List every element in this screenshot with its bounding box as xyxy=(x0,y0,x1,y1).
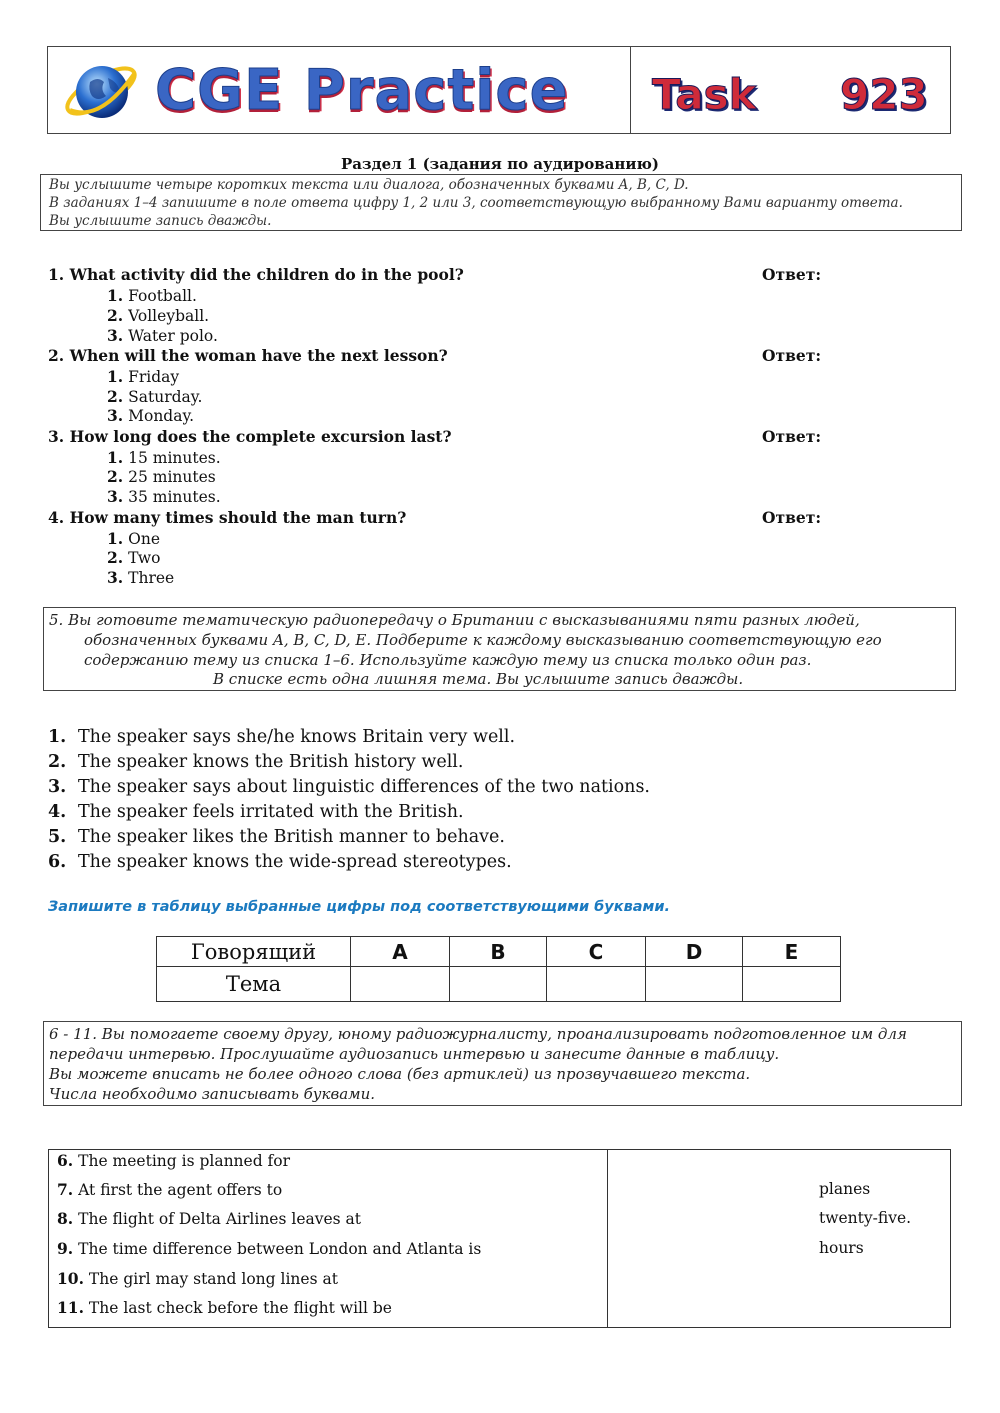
letter-c: C xyxy=(547,937,646,967)
option: 3. 35 minutes. xyxy=(107,487,221,506)
answer-cell-b[interactable] xyxy=(450,967,547,1002)
interview-table-divider xyxy=(607,1149,608,1328)
table-instruction: Запишите в таблицу выбранные цифры под соответствующими буквами. xyxy=(48,899,671,915)
topic-header: Тема xyxy=(157,967,351,1002)
interview-row: 8. The flight of Delta Airlines leaves at xyxy=(57,1209,362,1228)
option: 2. Two xyxy=(107,548,161,567)
statement: 1. The speaker says she/he knows Britain very well. xyxy=(48,727,516,747)
matching-table xyxy=(156,936,841,1002)
interview-row: 11. The last check before the flight will be xyxy=(57,1298,392,1317)
interview-row: 6. The meeting is planned for xyxy=(57,1151,291,1170)
option: 2. Saturday. xyxy=(107,387,203,406)
answer-word: hours xyxy=(819,1239,864,1257)
instruction-line: Вы услышите запись дважды. xyxy=(49,213,272,229)
task6-line: Вы можете вписать не более одного слова (без артиклей) из прозвучавшего текста. xyxy=(49,1065,751,1083)
instruction-line: Вы услышите четыре коротких текста или диалога, обозначенных буквами A, B, C, D. xyxy=(49,177,689,193)
brand-title: CGE Practice xyxy=(155,58,569,123)
header-divider xyxy=(630,46,631,134)
answer-label: Ответ: xyxy=(762,508,822,527)
globe-logo-icon xyxy=(60,52,142,130)
task5-line: содержанию тему из списка 1–6. Используйте каждую тему из списка только один раз. xyxy=(84,651,812,669)
question-4: 4. How many times should the man turn? xyxy=(48,508,407,527)
letter-a: A xyxy=(351,937,450,967)
interview-row: 7. At first the agent offers to xyxy=(57,1180,283,1199)
speaker-header: Говорящий xyxy=(157,937,351,967)
question-2: 2. When will the woman have the next lesson? xyxy=(48,346,448,365)
answer-word: twenty-five. xyxy=(819,1209,912,1227)
answer-cell-e[interactable] xyxy=(743,967,841,1002)
task5-line: В списке есть одна лишняя тема. Вы услышите запись дважды. xyxy=(213,670,744,688)
task6-line: 6 - 11. Вы помогаете своему другу, юному радиожурналисту, проанализировать подготовленное им для xyxy=(49,1025,907,1043)
interview-row: 10. The girl may stand long lines at xyxy=(57,1269,338,1288)
answer-label: Ответ: xyxy=(762,265,822,284)
answer-label: Ответ: xyxy=(762,346,822,365)
statement: 3. The speaker says about linguistic differences of the two nations. xyxy=(48,777,650,797)
letter-b: B xyxy=(450,937,547,967)
question-3: 3. How long does the complete excursion last? xyxy=(48,427,452,446)
letter-e: E xyxy=(743,937,841,967)
option: 1. Friday xyxy=(107,367,180,386)
question-1: 1. What activity did the children do in the pool? xyxy=(48,265,464,284)
letter-d: D xyxy=(646,937,743,967)
answer-word: planes xyxy=(819,1180,871,1198)
option: 1. Football. xyxy=(107,286,197,305)
option: 2. 25 minutes xyxy=(107,467,216,486)
statement: 6. The speaker knows the wide-spread stereotypes. xyxy=(48,852,512,872)
answer-cell-d[interactable] xyxy=(646,967,743,1002)
option: 3. Water polo. xyxy=(107,326,218,345)
instruction-line: В заданиях 1–4 запишите в поле ответа цифру 1, 2 или 3, соответствующую выбранному Вами варианту ответа. xyxy=(49,195,903,211)
task5-line: 5. Вы готовите тематическую радиопередачу о Британии с высказываниями пяти разных людей, xyxy=(49,611,860,629)
answer-cell-c[interactable] xyxy=(547,967,646,1002)
option: 1. One xyxy=(107,529,160,548)
task-number: 923 xyxy=(840,70,928,119)
answer-cell-a[interactable] xyxy=(351,967,450,1002)
statement: 4. The speaker feels irritated with the British. xyxy=(48,802,464,822)
task6-line: Числа необходимо записывать буквами. xyxy=(49,1085,376,1103)
task5-line: обозначенных буквами A, B, C, D, E. Подберите к каждому высказыванию соответствующую его xyxy=(84,631,882,649)
interview-row: 9. The time difference between London and Atlanta is xyxy=(57,1239,482,1258)
statement: 2. The speaker knows the British history well. xyxy=(48,752,464,772)
option: 3. Three xyxy=(107,568,175,587)
option: 1. 15 minutes. xyxy=(107,448,221,467)
option: 2. Volleyball. xyxy=(107,306,210,325)
statement: 5. The speaker likes the British manner to behave. xyxy=(48,827,505,847)
task-label: Task xyxy=(652,70,757,119)
task6-line: передачи интервью. Прослушайте аудиозапись интервью и занесите данные в таблицу. xyxy=(49,1045,780,1063)
answer-label: Ответ: xyxy=(762,427,822,446)
option: 3. Monday. xyxy=(107,406,195,425)
section-title: Раздел 1 (задания по аудированию) xyxy=(341,155,659,173)
